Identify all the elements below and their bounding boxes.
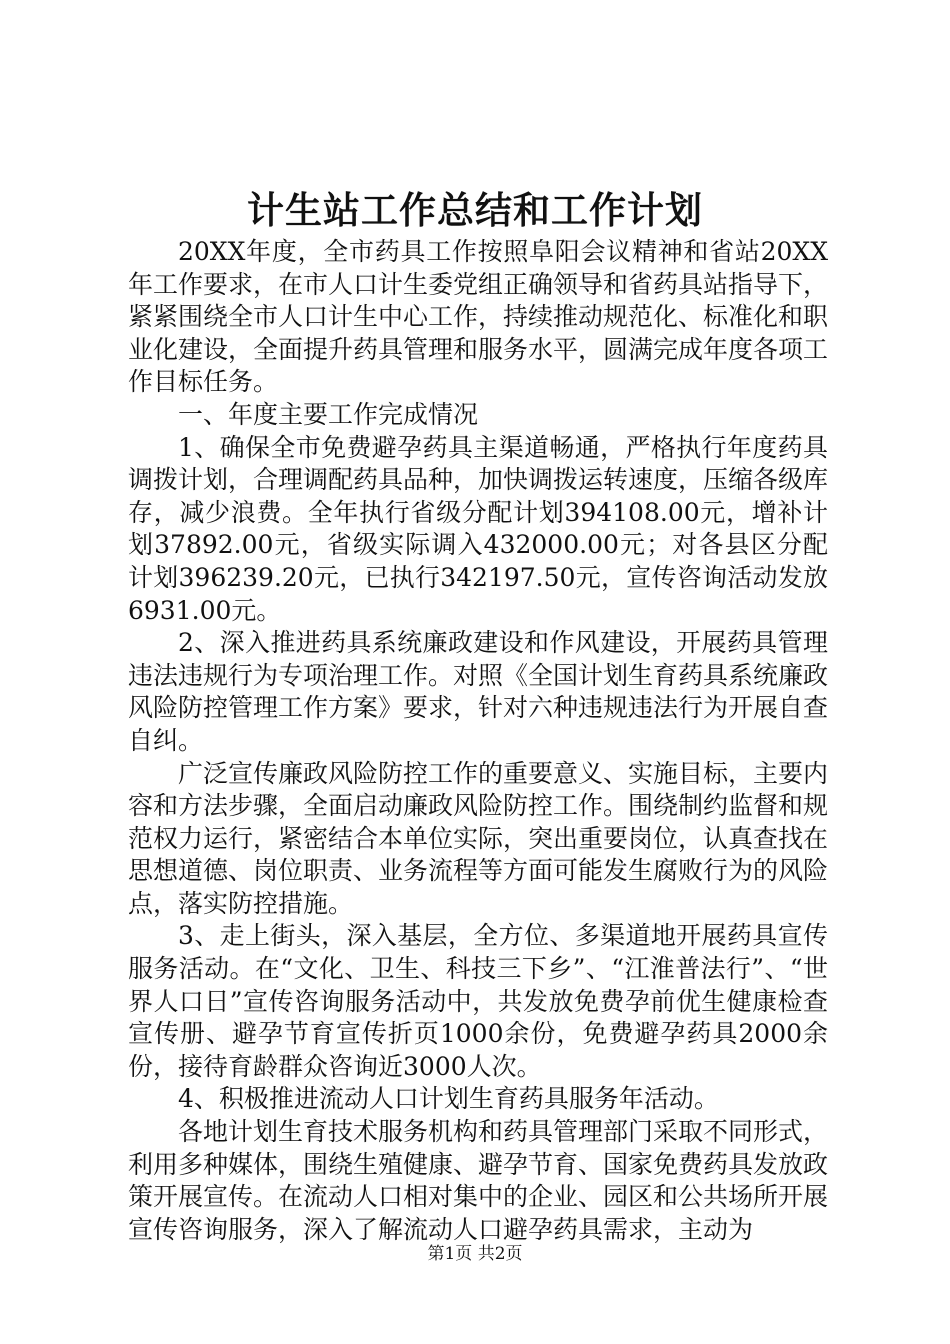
paragraph: 1、确保全市免费避孕药具主渠道畅通，严格执行年度药具调拨计划，合理调配药具品种，加快调拨运转速度，压缩各级库存，减少浪费。全年执行省级分配计划394108.00元，增补计划37892.00元，省级实际调入432000.00元；对各县区分配计划396239.20元，已执行342197.50元，宣传咨询活动发放6931.00元。 <box>128 432 829 625</box>
page-number-footer: 第1页 共2页 <box>427 1244 523 1264</box>
paragraph: 各地计划生育技术服务机构和药具管理部门采取不同形式，利用多种媒体，围绕生殖健康、避孕节育、国家免费药具发放政策开展宣传。在流动人口相对集中的企业、园区和公共场所开展宣传咨询服务，深入了解流动人口避孕药具需求，主动为 <box>128 1117 829 1244</box>
paragraph: 20XX年度，全市药具工作按照阜阳会议精神和省站20XX年工作要求，在市人口计生委党组正确领导和省药具站指导下，紧紧围绕全市人口计生中心工作，持续推动规范化、标准化和职业化建设，全面提升药具管理和服务水平，圆满完成年度各项工作目标任务。 <box>128 237 829 397</box>
paragraph: 3、走上街头，深入基层，全方位、多渠道地开展药具宣传服务活动。在“文化、卫生、科技三下乡”、“江淮普法行”、“世界人口日”宣传咨询服务活动中，共发放免费孕前优生健康检查宣传册、避孕节育宣传折页1000余份，免费避孕药具2000余份，接待育龄群众咨询近3000人次。 <box>128 921 828 1081</box>
paragraph: 2、深入推进药具系统廉政建设和作风建设，开展药具管理违法违规行为专项治理工作。对照《全国计划生育药具系统廉政风险防控管理工作方案》要求，针对六种违规违法行为开展自查自纠。 <box>128 628 829 755</box>
paragraph: 4、积极推进流动人口计划生育药具服务年活动。 <box>178 1084 719 1114</box>
paragraph: 广泛宣传廉政风险防控工作的重要意义、实施目标，主要内容和方法步骤，全面启动廉政风险防控工作。围绕制约监督和规范权力运行，紧密结合本单位实际，突出重要岗位，认真查找在思想道德、岗位职责、业务流程等方面可能发生腐败行为的风险点，落实防控措施。 <box>128 758 829 918</box>
section-heading: 一、年度主要工作完成情况 <box>178 399 479 429</box>
document-title: 计生站工作总结和工作计划 <box>247 188 703 232</box>
document-body <box>128 236 828 1246</box>
